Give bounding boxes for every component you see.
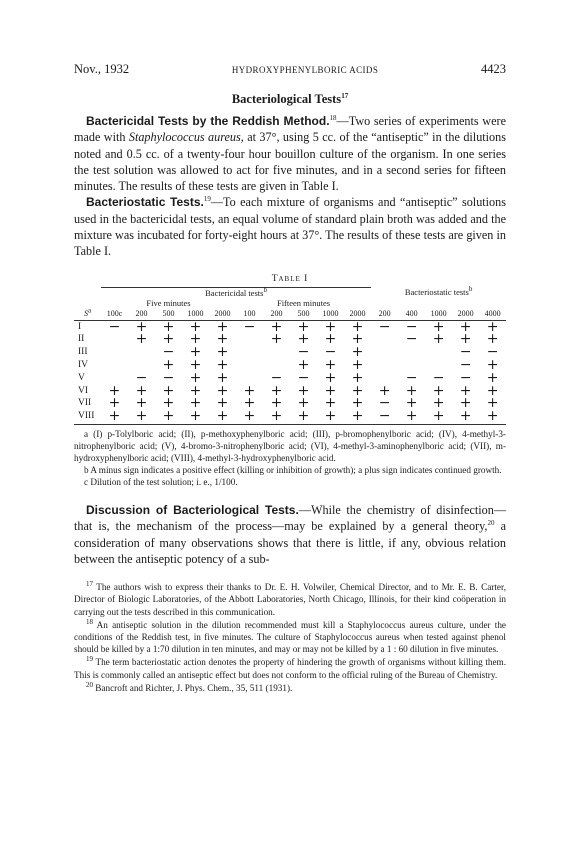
results-table	[74, 287, 506, 423]
table-body	[74, 320, 506, 423]
result-cell: +	[270, 408, 283, 425]
running-head	[74, 62, 506, 80]
result-cell	[101, 346, 128, 359]
result-cell: −	[459, 369, 472, 386]
note-c: c Dilution of the test solution; i. e., 1/100.	[84, 477, 238, 488]
footnotes	[74, 581, 506, 694]
result-cell: +	[324, 331, 337, 348]
para1-organism: Staphylococcus aureus	[128, 130, 241, 145]
dilution-header: 4000	[479, 308, 506, 321]
result-cell: +	[243, 408, 256, 425]
paragraph-bacteriostatic	[74, 194, 506, 259]
result-cell: +	[189, 395, 202, 412]
footnote-number: 17	[86, 580, 93, 589]
result-cell: +	[324, 369, 337, 386]
row-label: VI	[78, 385, 89, 396]
footnote	[74, 682, 506, 694]
result-cell: +	[459, 318, 472, 335]
result-cell: +	[162, 331, 175, 348]
table-title: Table I	[271, 273, 309, 284]
result-cell: +	[432, 318, 445, 335]
row-label: II	[78, 334, 85, 345]
result-cell: −	[297, 369, 310, 386]
result-cell: +	[459, 331, 472, 348]
result-cell: +	[486, 369, 499, 386]
result-cell: +	[135, 318, 148, 335]
dilution-header: 1000	[317, 308, 344, 321]
result-cell	[236, 333, 263, 346]
para1-text-b: , at 37°, using 5 cc. of the “antiseptic” in the dilutions noted and 0.5 cc. of a twenty-four hour bouillon culture of the organism. In one series the test solution was allowed to act for five minutes, and in a second series for fifteen minutes. The results of these tests are given in Table I.	[74, 130, 506, 194]
ref-18: 18	[329, 113, 337, 122]
result-cell: +	[216, 395, 229, 412]
result-cell: +	[486, 395, 499, 412]
result-cell: +	[270, 331, 283, 348]
result-cell: −	[459, 357, 472, 374]
result-cell: +	[297, 408, 310, 425]
dilution-header: 400	[398, 308, 425, 321]
result-cell: +	[351, 369, 364, 386]
dilution-header: 2000	[452, 308, 479, 321]
runin-bactericidal: Bactericidal Tests by the Reddish Method.	[86, 114, 330, 128]
result-cell	[371, 346, 398, 359]
group-bactericidal-label: Bactericidal tests	[205, 287, 264, 298]
result-cell: +	[351, 382, 364, 399]
dilution-header: 500	[290, 308, 317, 321]
discussion-text-a: —While the chemistry of disinfection—that is, the mechanism of the process—may be explained by a general theory,	[74, 503, 507, 534]
result-cell: +	[216, 318, 229, 335]
result-cell: +	[297, 318, 310, 335]
result-cell: −	[378, 395, 391, 412]
result-cell: −	[135, 369, 148, 386]
row-label: V	[78, 372, 85, 383]
result-cell: +	[270, 395, 283, 412]
result-cell: −	[243, 318, 256, 335]
result-cell	[236, 346, 263, 359]
result-cell: +	[297, 395, 310, 412]
paragraph-bactericidal	[74, 113, 506, 194]
result-cell: +	[432, 382, 445, 399]
discussion-section	[74, 502, 506, 567]
row-label: III	[78, 347, 88, 358]
runin-bacteriostatic: Bacteriostatic Tests.	[86, 195, 204, 210]
result-cell: −	[405, 318, 418, 335]
result-cell: +	[351, 344, 364, 361]
result-cell: −	[432, 369, 445, 386]
result-cell	[236, 359, 263, 372]
result-cell: −	[270, 369, 283, 386]
runin-discussion: Discussion of Bacteriological Tests.	[86, 503, 299, 518]
result-cell: +	[297, 357, 310, 374]
result-cell: +	[297, 331, 310, 348]
result-cell: −	[297, 344, 310, 361]
result-cell: +	[243, 395, 256, 412]
result-cell: +	[486, 318, 499, 335]
result-cell: +	[162, 318, 175, 335]
footnote-number: 18	[86, 617, 93, 626]
result-cell: +	[432, 331, 445, 348]
result-cell	[371, 359, 398, 372]
result-cell: +	[216, 331, 229, 348]
result-cell: −	[162, 344, 175, 361]
footnote-number: 19	[86, 655, 93, 664]
result-cell: +	[270, 318, 283, 335]
footnote-text: The term bacteriostatic action denotes the property of hindering the growth of organisms without killing them. This is commonly called an antiseptic effect but does not conform to the official ruling of the Bureau of Chemistry.	[74, 657, 506, 680]
footnote	[74, 656, 506, 680]
result-cell: +	[135, 408, 148, 425]
result-cell: +	[351, 318, 364, 335]
result-cell: +	[432, 408, 445, 425]
result-cell: +	[405, 395, 418, 412]
ref-20: 20	[487, 519, 495, 528]
para1-text-a: —Two series of experiments were made with	[74, 114, 506, 145]
result-cell: +	[459, 408, 472, 425]
result-cell: +	[135, 331, 148, 348]
row-label: VII	[78, 398, 92, 409]
result-cell: +	[351, 331, 364, 348]
dilution-header: 2000	[209, 308, 236, 321]
result-cell: −	[108, 318, 121, 335]
row-header	[74, 308, 101, 321]
subgroup-fifteen-minutes: Fifteen minutes	[276, 297, 331, 308]
result-cell: +	[270, 382, 283, 399]
section-title-ref: 17	[341, 91, 349, 100]
result-cell: +	[216, 344, 229, 361]
result-cell: +	[378, 382, 391, 399]
result-cell	[398, 346, 425, 359]
result-cell: −	[378, 408, 391, 425]
result-cell: +	[108, 395, 121, 412]
result-cell	[101, 359, 128, 372]
footnote	[74, 581, 506, 618]
note-a: a (I) p-Tolylboric acid; (II), p-methoxyphenylboric acid; (III), p-bromophenylboric acid; (IV), 4-methyl-3-nitrophenylboric acid; (V), 4-bromo-3-nitrophenylboric acid; (VI), 4-methyl-3-aminophenylboric acid; (VII), m-hydroxyphenylboric acid; (VIII), 4-methyl-3-hydroxyphenylboric acid.	[74, 429, 506, 464]
result-cell: +	[162, 408, 175, 425]
result-cell: +	[216, 357, 229, 374]
footnote	[74, 619, 506, 656]
table-row	[74, 410, 506, 423]
result-cell: +	[189, 382, 202, 399]
result-cell: −	[405, 369, 418, 386]
table-row	[74, 346, 506, 359]
journal-page	[74, 62, 506, 695]
dilution-header: 500	[155, 308, 182, 321]
result-cell: +	[324, 357, 337, 374]
section-title	[74, 92, 506, 107]
table-notes	[74, 428, 506, 488]
dilution-header: 200	[128, 308, 155, 321]
result-cell: +	[216, 408, 229, 425]
group-bacteriostatic	[371, 287, 506, 298]
result-cell: +	[297, 382, 310, 399]
result-cell: +	[486, 357, 499, 374]
result-cell: +	[162, 395, 175, 412]
header-title: HYDROXYPHENYLBORIC ACIDS	[231, 65, 379, 75]
result-cell	[425, 346, 452, 359]
result-cell: −	[162, 369, 175, 386]
result-cell: +	[189, 369, 202, 386]
result-cell: +	[189, 331, 202, 348]
dilution-header: 2000	[344, 308, 371, 321]
dilution-header: 100	[236, 308, 263, 321]
paragraph-discussion	[74, 502, 506, 567]
result-cell: +	[351, 357, 364, 374]
result-cell: +	[135, 382, 148, 399]
result-cell: −	[324, 344, 337, 361]
result-cell: +	[189, 408, 202, 425]
result-cell: +	[405, 408, 418, 425]
header-date: Nov., 1932	[74, 62, 130, 76]
table-row	[74, 333, 506, 346]
dilution-header: 200	[371, 308, 398, 321]
result-cell: +	[162, 382, 175, 399]
dilution-header: 200	[263, 308, 290, 321]
result-cell: +	[135, 395, 148, 412]
result-cell	[101, 333, 128, 346]
group-bactericidal-sup: b	[263, 285, 267, 294]
result-cell: +	[189, 344, 202, 361]
row-header-label: S	[83, 309, 88, 319]
result-cell	[371, 333, 398, 346]
result-cell: +	[459, 382, 472, 399]
result-cell: −	[378, 318, 391, 335]
result-cell: +	[324, 408, 337, 425]
result-cell	[263, 346, 290, 359]
result-cell: +	[189, 318, 202, 335]
result-cell: +	[189, 357, 202, 374]
ref-19: 19	[203, 195, 211, 204]
result-cell: +	[162, 357, 175, 374]
footnote-text: An antiseptic solution in the dilution recommended must kill a Staphylococcus aureus culture, under the conditions of the Reddish test, in five minutes. The culture of Staphylococcus aureus when tested against phenol should be killed by a 1:70 dilution in ten minutes, and may or may not be killed by a 1 : 60 dilution in five minutes.	[74, 619, 506, 655]
result-cell: +	[216, 382, 229, 399]
result-cell: +	[324, 318, 337, 335]
result-cell: +	[432, 395, 445, 412]
result-cell: +	[108, 408, 121, 425]
result-cell: −	[486, 344, 499, 361]
result-cell: +	[324, 395, 337, 412]
result-cell	[128, 346, 155, 359]
discussion-text-b: a consideration of many observations shows that there is little, if any, obvious relation between the antiseptic potency of a sub-	[74, 519, 506, 566]
note-b: b A minus sign indicates a positive effect (killing or inhibition of growth); a plus sign indicates continued growth.	[84, 465, 502, 476]
result-cell: +	[486, 331, 499, 348]
para2-text: —To each mixture of organisms and “antiseptic” solutions used in the bactericidal tests, an equal volume of standard plain broth was added and the mixture was incubated for forty-eight hours at 37°. The results of these tests are given in Table I.	[74, 195, 506, 259]
result-cell: +	[108, 382, 121, 399]
row-label: IV	[78, 360, 89, 371]
footnote-text: Bancroft and Richter, J. Phys. Chem., 35, 511 (1931).	[93, 682, 293, 693]
result-cell: +	[459, 395, 472, 412]
result-cell: +	[405, 382, 418, 399]
footnote-number: 20	[86, 680, 93, 689]
group-bactericidal	[101, 287, 371, 298]
result-cell: +	[351, 408, 364, 425]
result-cell: +	[351, 395, 364, 412]
section-title-text: Bacteriological Tests	[231, 92, 342, 106]
row-label: VIII	[78, 411, 95, 422]
group-bacteriostatic-label: Bacteriostatic tests	[404, 287, 469, 298]
group-bacteriostatic-sup: b	[468, 285, 473, 294]
row-label: I	[78, 321, 82, 332]
result-cell: +	[216, 369, 229, 386]
result-cell: −	[459, 344, 472, 361]
dilution-header: 100c	[101, 308, 128, 321]
row-header-sup: a	[87, 306, 92, 315]
footnote-text: The authors wish to express their thanks to Dr. E. H. Volwiler, Chemical Director, and to Mr. E. B. Carter, Director of Biologic Laboratories, of the Abbott Laboratories, North Chicago, Illinois, for their kind coöperation in carrying out the tests described in this communication.	[74, 582, 506, 617]
result-cell: −	[405, 331, 418, 348]
result-cell: +	[324, 382, 337, 399]
dilution-header: 1000	[182, 308, 209, 321]
subgroup-five-minutes: Five minutes	[146, 297, 191, 308]
result-cell: +	[486, 382, 499, 399]
dilution-header: 1000	[425, 308, 452, 321]
page-number: 4423	[481, 62, 506, 76]
result-cell: +	[243, 382, 256, 399]
result-cell: +	[486, 408, 499, 425]
table-rule	[74, 424, 506, 425]
